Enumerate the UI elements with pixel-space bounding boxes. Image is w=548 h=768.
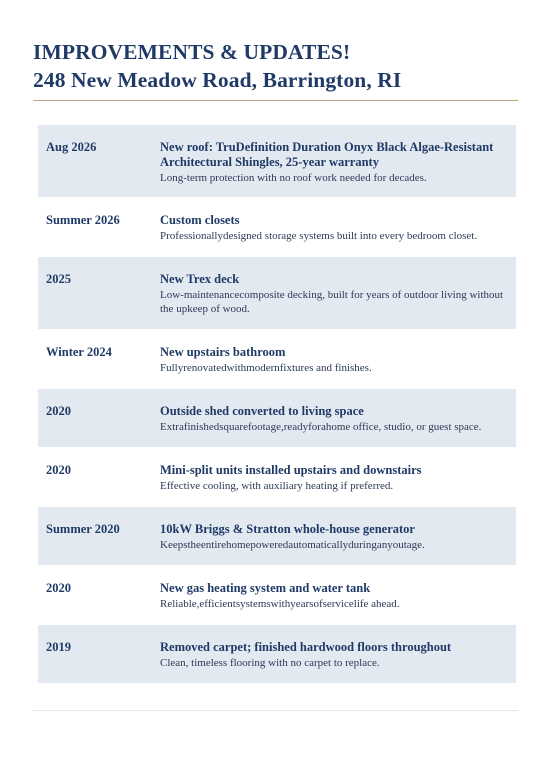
title-line-1: IMPROVEMENTS & UPDATES! bbox=[33, 40, 351, 64]
row-title: Removed carpet; finished hardwood floors throughout bbox=[160, 640, 452, 654]
row-date: Aug 2026 bbox=[46, 140, 97, 154]
row-description: Long-term protection with no roof work needed for decades. bbox=[160, 172, 427, 184]
row-title: 10kW Briggs & Stratton whole-house generator bbox=[160, 522, 415, 536]
footer-divider bbox=[33, 710, 518, 711]
row-date: 2019 bbox=[46, 640, 71, 654]
row-title: New upstairs bathroom bbox=[160, 345, 286, 359]
table-row bbox=[38, 257, 516, 330]
table-row bbox=[38, 507, 516, 566]
row-description: Effective cooling, with auxiliary heating if preferred. bbox=[160, 480, 394, 492]
row-title: Custom closets bbox=[160, 213, 240, 227]
row-date: 2020 bbox=[46, 581, 71, 595]
table-row bbox=[38, 448, 516, 507]
row-title: Outside shed converted to living space bbox=[160, 404, 364, 418]
row-date: Summer 2026 bbox=[46, 213, 120, 227]
row-date: Summer 2020 bbox=[46, 522, 120, 536]
row-title: Mini-split units installed upstairs and downstairs bbox=[160, 463, 422, 477]
table-row bbox=[38, 625, 516, 684]
table-row bbox=[38, 330, 516, 389]
improvements-table bbox=[38, 125, 516, 684]
row-description: Low-maintenancecomposite decking, built for years of outdoor living without the upkeep of wood. bbox=[160, 289, 504, 315]
table-row bbox=[38, 198, 516, 257]
row-description: Clean, timeless flooring with no carpet to replace. bbox=[160, 657, 380, 669]
row-description: Keepstheentirehomepoweredautomaticallyduringanyoutage. bbox=[160, 539, 425, 551]
row-description: Professionallydesigned storage systems built into every bedroom closet. bbox=[160, 230, 478, 242]
header bbox=[33, 38, 518, 94]
row-date: 2025 bbox=[46, 272, 71, 286]
title-line-2: 248 New Meadow Road, Barrington, RI bbox=[33, 68, 402, 92]
table-row bbox=[38, 389, 516, 448]
table-row bbox=[38, 566, 516, 625]
row-title: New roof: TruDefinition Duration Onyx Black Algae-Resistant Architectural Shingles, 25-year warranty bbox=[160, 140, 494, 169]
row-date: 2020 bbox=[46, 463, 71, 477]
table-row bbox=[38, 125, 516, 198]
row-description: Extrafinishedsquarefootage,readyforahome office, studio, or guest space. bbox=[160, 421, 482, 433]
header-divider bbox=[33, 100, 518, 101]
page-title bbox=[33, 38, 518, 94]
row-date: Winter 2024 bbox=[46, 345, 112, 359]
row-title: New Trex deck bbox=[160, 272, 240, 286]
row-description: Reliable,efficientsystemswithyearsofservicelife ahead. bbox=[160, 598, 400, 610]
row-title: New gas heating system and water tank bbox=[160, 581, 371, 595]
row-description: Fullyrenovatedwithmodernfixtures and finishes. bbox=[160, 362, 372, 374]
row-date: 2020 bbox=[46, 404, 71, 418]
